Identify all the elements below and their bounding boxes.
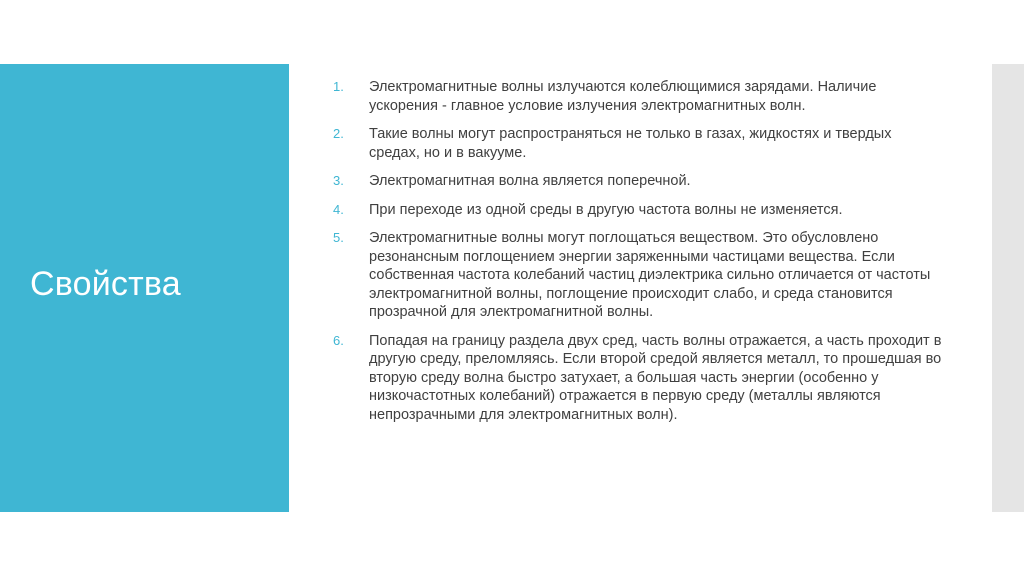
list-item <box>333 172 943 191</box>
list-item-number: 1. <box>333 79 344 94</box>
list-item-text: Попадая на границу раздела двух сред, часть волны отражается, а часть проходит в другую среду, преломляясь. Если второй средой является металл, то прошедшая во вторую среду волна быстро затухает, а большая часть энергии (особенно у низкочастотных колебаний) отражается в первую среду (металлы являются непрозрачными для электромагнитных волн). <box>369 332 942 423</box>
list-item <box>333 201 943 220</box>
list-item <box>333 125 943 162</box>
list-item-text: Такие волны могут распространяться не только в газах, жидкостях и твердых средах, но и в вакууме. <box>369 126 892 161</box>
list-item-number: 3. <box>333 173 344 188</box>
list-item-number: 6. <box>333 332 344 348</box>
slide-content <box>333 78 943 434</box>
right-decorative-band <box>992 64 1024 512</box>
list-item-text: При переходе из одной среды в другую частота волны не изменяется. <box>369 201 843 218</box>
list-item-number: 5. <box>333 230 344 245</box>
list-item-text: Электромагнитные волны могут поглощаться веществом. Это обусловлено резонансным поглощением энергии заряженными частицами вещества. Если собственная частота колебаний частиц диэлектрика сильно отличается от частоты электромагнитной волны, поглощение происходит слабо, и среда становится прозрачной для электромагнитной волны. <box>369 230 931 320</box>
list-item <box>333 332 943 425</box>
list-item <box>333 229 943 322</box>
numbered-list <box>333 78 943 424</box>
slide-title: Свойства <box>30 265 181 303</box>
list-item-number: 4. <box>333 201 344 217</box>
list-item-text: Электромагнитные волны излучаются колеблющимися зарядами. Наличие ускорения - главное условие излучения электромагнитных волн. <box>369 79 877 114</box>
list-item <box>333 78 943 115</box>
list-item-text: Электромагнитная волна является поперечной. <box>369 173 691 189</box>
list-item-number: 2. <box>333 126 344 141</box>
